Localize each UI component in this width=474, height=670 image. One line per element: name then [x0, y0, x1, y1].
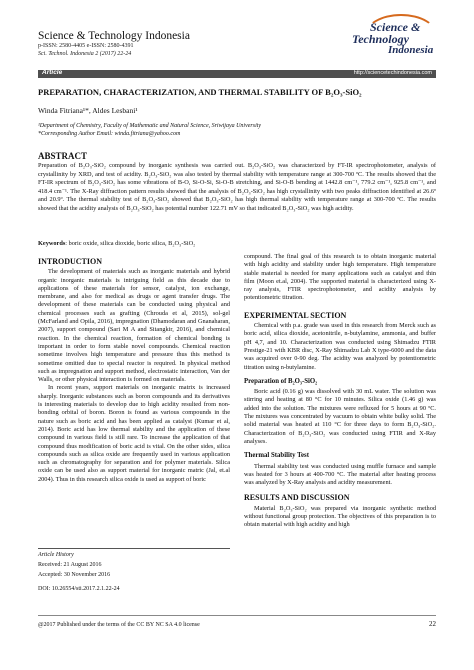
history-doi[interactable]: DOI: 10.26554/sti.2017.2.1.22-24: [38, 586, 120, 592]
journal-issn: p-ISSN: 2580-4405 e-ISSN: 2580-4391: [38, 43, 134, 49]
history-accepted: Accepted: 30 November 2016: [38, 572, 111, 578]
intro-paragraph-2: In recent years, support materials on inorganic matrix is increased sharply. Inorganic substances such as boron compounds and its derivatives is interesting materials to develop due to high acidity resulted from non-bonding orbital of boron. Boron is found as various compounds in the nature such as boric acid and has been applied as catalyst (Kumar et al, 2014). Boric acid has low thermal stability and the application of these compound in various field is still rare. To increase the application of that compound thus modification of boric acid is vital. On the other sides, silica compounds such as silica oxide are frequently used in various application such as chromatography for separation and for polymer materials. Silica oxide can be used also as support material for inorganic matric (Jal, et.al 2004). Thus in this research silica oxide is used as support of boric: [38, 384, 230, 483]
logo-line-3: Indonesia: [388, 44, 434, 56]
thermal-heading: Thermal Stability Test: [244, 452, 309, 460]
history-divider: [38, 548, 230, 549]
journal-logo: [352, 20, 444, 68]
preparation-heading: Preparation of B₂O₃-SiO₂: [244, 377, 318, 385]
corresponding-author: *Corresponding Author Email: winda.fitriana@yahoo.com: [38, 131, 181, 137]
intro-continuation: compound. The final goal of this research is to obtain inorganic material with high acidity and stability under high temperature. High temperature stable material is needed for many applications such as catalyst and thin film (Moon et.al, 2004). The supported material is characterized using X-ray analysis, FTIR spectrophotometer, and acidity analysis by potentiometric titration.: [244, 253, 436, 302]
logo-line-1: Science &: [370, 20, 421, 34]
intro-heading: INTRODUCTION: [38, 257, 103, 266]
experimental-text: Chemical with p.a. grade was used in this research from Merck such as boric acid, silica dioxide, acetonitrile, n-butylamine, ammonia, and buffer pH 4,7, and 10. Characterization was conducted using Shimadzu FTIR Prestige-21 with KBR disc, X-Ray Shimadzu Lab X type-6000 and the data was acquired over 0-90 deg. The acidity was analyzed by potentiometric titration using n-butylamine.: [244, 322, 436, 371]
abstract-text: Preparation of B₂O₃-SiO₂ compound by inorganic synthesis was carried out. B₂O₃-SiO₂ was characterized by FT-IR spectrophotometer, analysis of crystallinity by XRD, and test of acidity. B₂O₃-SiO₂ was also tested by thermal stability with temperature range at 300-700 ºC. The results showed that the FT-IR spectrum of B₂O₃-SiO₂ has some vibrations of B-O, Si-O-Si, Si-O-B stretching, and Si-O-B bending at 1442.8 cm⁻¹, 779.2 cm⁻¹, 925.8 cm⁻¹, and 418.4 cm⁻¹. The X-Ray diffraction pattern results showed that the analysis of B₂O₃-SiO₂ has high crystallinity with two peaks diffraction identified at 26.6º and 20.9º. The thermal stability test of B₂O₃-SiO₂ showed that B₂O₃-SiO₂ has high thermal stability with temperature range at 300-700 ºC. The results showed that the acidity analysis of B₂O₃-SiO₂ has potential number 122.71 mV so that indicated B₂O₃-SiO₂ was high acidity.: [38, 162, 436, 212]
journal-citation: Sci. Technol. Indonesia 2 (2017) 22-24: [38, 50, 132, 57]
thermal-text: Thermal stability test was conducted using muffle furnace and sample was heated for 3 hours at 400-700 °C. The material after heating process was analyzed by X-Ray analysis and acidity measurement.: [244, 462, 436, 487]
paper-authors: Winda Fitriana¹*, Aldes Lesbani¹: [38, 106, 138, 115]
journal-url[interactable]: http://sciencetechindonesia.com: [353, 70, 432, 76]
affiliations: [38, 122, 438, 138]
journal-header: [38, 30, 190, 58]
preparation-text: Boric acid (0.16 g) was dissolved with 30 mL water. The solution was stirring and heating at 80 °C for 10 minutes. Silica oxide (1.46 g) was added into the solution. The mixtures were refluxed for 5 hours at 90 ºC. The mixtures was concentrated by vacuum to obtain white bulky solid. The solid material was heated at 110 °C for three days to form B₂O₃-SiO₂. Characterization of B₂O₃-SiO₂ was conducted using FTIR and X-Ray analyses.: [244, 388, 436, 445]
logo-line-2: Technology: [352, 32, 409, 46]
keywords-label: Keywords: [38, 240, 66, 247]
left-column: [38, 258, 230, 484]
intro-paragraph-1: The development of materials such as inorganic materials and hybrid organic inorganic materials is intriguing field as this decade due to applications of these materials for sensor, catalyst, ion exchange, membrane, and also for medical as drugs or agent transfer drugs. The development of these materials can be conducted using physical and chemical processes such as grafting (Chrouda et al, 2015), sol-gel (McFarland and Opila, 2016), impregnation (Dhamodaran and Gnanaharan, 2007), support compound (Sari M A and Sitangkir, 2016), and chemical reaction. In the chemical reaction, formation of chemical bonding is important in order to form stable novel compounds. Chemical reaction sometime involves high temperature and pressure thus this method is sometime omitted due to special reactor is required. In physical method such as impregnation and support method, electrostatic interaction, Van der Walls, or other physical interaction is formed on materials.: [38, 268, 230, 384]
footer-divider: [38, 615, 436, 616]
article-banner: [38, 70, 436, 78]
article-label: Article: [42, 69, 63, 76]
history-label: Article History: [38, 552, 74, 558]
history-received: Received: 21 August 2016: [38, 562, 102, 568]
results-heading: RESULTS AND DISCUSSION: [244, 493, 350, 503]
paper-title: PREPARATION, CHARACTERIZATION, AND THERMAL STABILITY OF B₂O₃-SiO₂: [38, 87, 362, 97]
affiliation-line: ¹Department of Chemistry, Faculty of Mathematic and Natural Science, Sriwijaya University: [38, 123, 262, 129]
keywords-text: : boric oxide, silica dioxide, boric silica, B₂O₃-SiO₂: [65, 240, 196, 247]
license-footer: @2017 Published under the terms of the CC BY NC SA 4.0 license: [38, 622, 200, 628]
journal-title: Science & Technology Indonesia: [38, 30, 190, 42]
page-number: 22: [429, 620, 436, 628]
abstract-heading: ABSTRACT: [38, 151, 88, 161]
experimental-heading: EXPERIMENTAL SECTION: [244, 310, 347, 320]
right-column: [244, 253, 436, 530]
article-history: [38, 548, 230, 594]
keywords: [38, 240, 195, 247]
results-text: Material B₂O₃-SiO₂ was prepared via inorganic synthetic method without functional group protection. The objectives of this preparation is to obtain material with high acidity and high: [244, 504, 436, 529]
